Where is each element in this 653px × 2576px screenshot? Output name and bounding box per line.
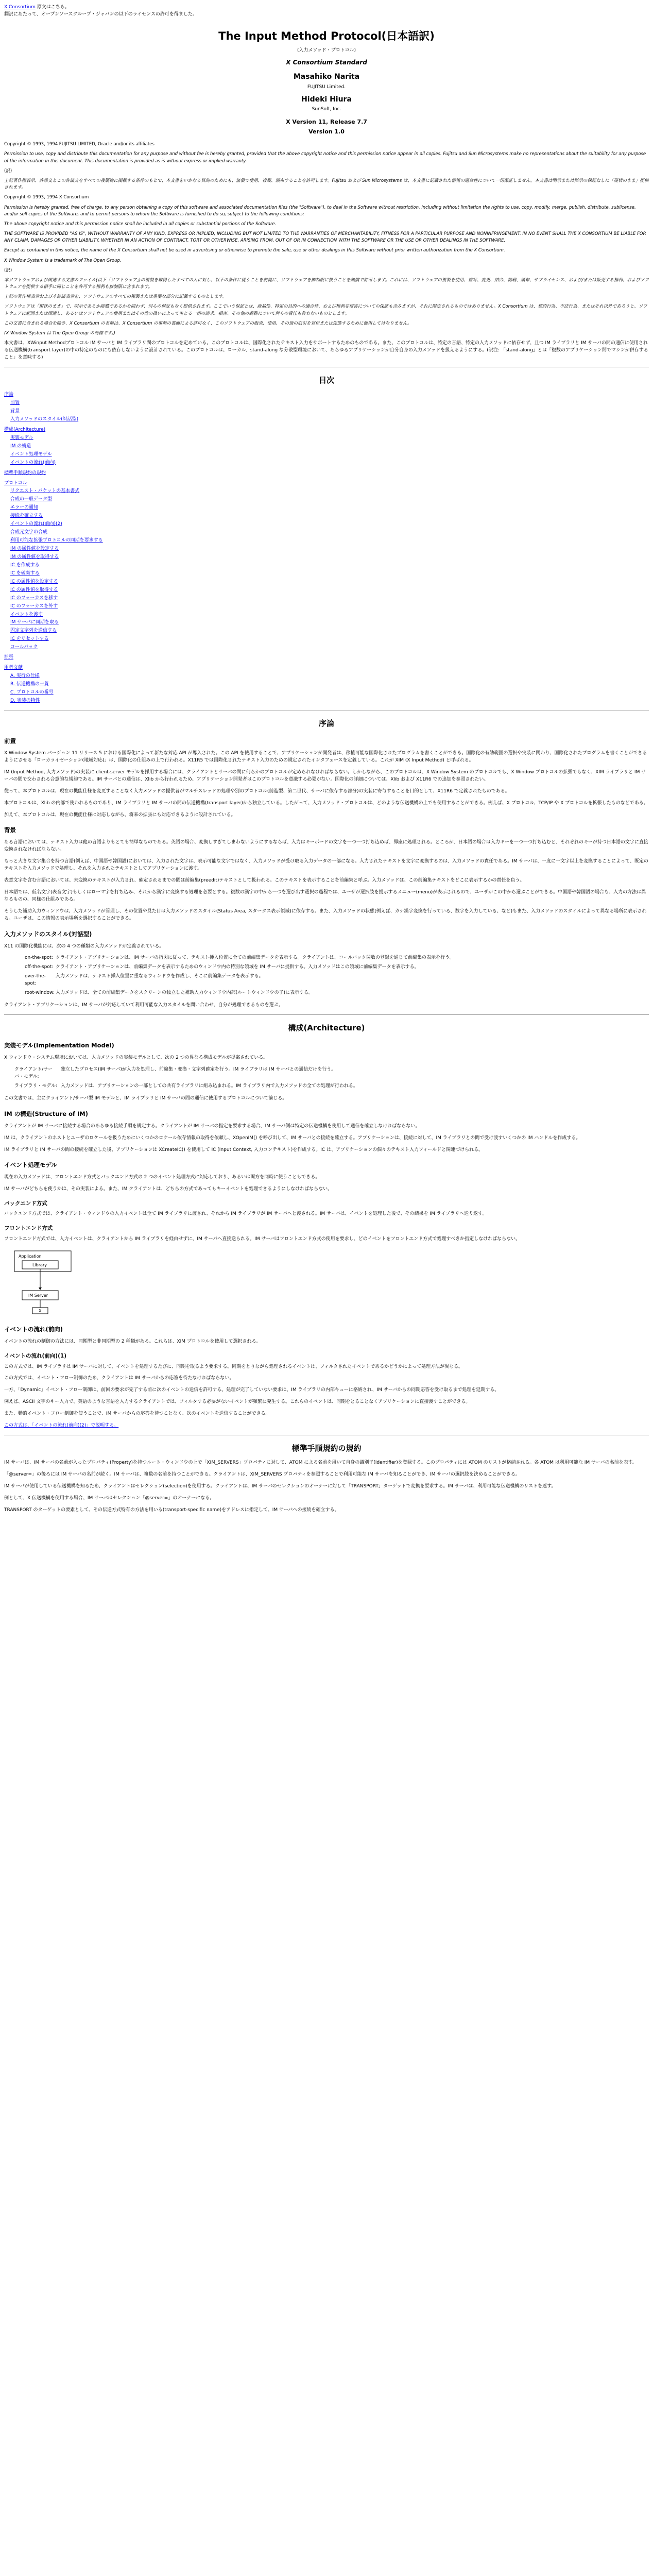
author-org-1: FUJITSU Limited. bbox=[307, 84, 346, 90]
toc-item[interactable]: 序論 bbox=[4, 392, 14, 398]
toc-item[interactable]: 用者文献 bbox=[4, 665, 23, 671]
toc-subitem[interactable]: 実装モデル bbox=[10, 435, 33, 440]
model-term: ライブラリ・モデル: bbox=[14, 1083, 58, 1089]
toc-subitem[interactable]: 固定文字列を送信する bbox=[10, 628, 57, 634]
x-version: X Version 11, Release 7.7 bbox=[286, 118, 367, 126]
permission-x-ja-4: この文書に含まれる場合を除き、X Consortium の名前は、X Consortium の事前の書面による許可なく、このソフトウェアの販売、使用、その他の取引を宣伝または促進するために使用してはなりません。 bbox=[4, 320, 412, 326]
toc-subitem[interactable]: IC のフォーカスを外す bbox=[10, 603, 58, 609]
style-term: on-the-spot: bbox=[25, 955, 53, 961]
page-bottom-spacer bbox=[4, 1519, 649, 1539]
im-structure-heading: IM の構造(Structure of IM) bbox=[4, 1110, 88, 1117]
toc-subitem[interactable]: IC の属性値を取得する bbox=[10, 587, 58, 592]
toc-subitem[interactable]: C. プロトコルの番号 bbox=[10, 689, 54, 695]
permission-x-3: THE SOFTWARE IS PROVIDED "AS IS", WITHOUT WARRANTY OF ANY KIND, EXPRESS OR IMPLIED, INCLUDING BUT NOT LIMITED TO THE WARRANTIES OF MERCHANTABILITY, FITNESS FOR A PARTICULAR PURPOSE AND NONINFRINGEMENT. IN NO EVENT SHALL THE X CONSORTIUM BE LIABLE FOR ANY CLAIM, DAMAGES OR OTHER LIABILITY, WHETHER IN AN ACTION OF CONTRACT, TORT OR OTHERWISE, ARISING FROM, OUT OF OR IN CONNECTION WITH THE SOFTWARE OR THE USE OR OTHER DEALINGS IN THE SOFTWARE. bbox=[4, 231, 646, 244]
conventions-paragraph: TRANSPORT のターゲットの要素として、その伝送方式特有の方法を用いる(transport-specific name)をアドレスに指定して、IM サーバへの接続を確立する。 bbox=[4, 1507, 339, 1513]
im-server-label: IM Server bbox=[28, 1293, 48, 1298]
model-desc: 入力メソッドは、アプリケーションの一部としての共有ライブラリに組み込まれる。IM ライブラリ内で入力メソッドの全ての処理が行われる。 bbox=[61, 1083, 358, 1089]
translation-label-1: (訳) bbox=[4, 168, 12, 174]
toc-subitem[interactable]: IC の属性値を設定する bbox=[10, 579, 58, 584]
background-paragraph: そうした補助入力ウィンドウは、入力メソッドが管理し、その位置や見た目は入力メソッドのスタイル(Status Area, スタータス表示領域)に依存する。また、入力メソッドの状態(例えば、カナ漢字変換を行っている、数字を入力している、など)もまた、入力メソッドのスタイルによって異なる場所に表示される。ユーザは、この情報の表示場所を選択することができる。 bbox=[4, 908, 647, 921]
event-flow-sub-heading: イベントの流れ(前向)(1) bbox=[4, 1353, 67, 1360]
event-flow-paragraph: 一方、「Dynamic」イベント・フロー制御は、前回の要求が完了する前に次のイベントの送信を許可する。処理が完了していない要求は、IM ライブラリの内部キューに格納され、IM サーバからの同期応答を受け取るまで処理を延期する。 bbox=[4, 1387, 500, 1393]
toc-subitem[interactable]: 合成の一般データ型 bbox=[10, 497, 53, 502]
toc-subitem[interactable]: 合成元文字の合成 bbox=[10, 530, 48, 535]
event-flow-paragraph: また、動的イベント・フロー制御を使うことで、IM サーバからの応答を待つことなく、次のイベントを送信することができる。 bbox=[4, 1411, 270, 1417]
author-name-1: Masahiko Narita bbox=[293, 72, 360, 81]
toc-item[interactable]: プロトコル bbox=[4, 480, 27, 486]
permission-x-4: Except as contained in this notice, the name of the X Consortium shall not be used in advertising or otherwise to promote the sale, use or other dealings in this Software without prior written authorization from the X Consortium. bbox=[4, 248, 505, 253]
toc-subitem[interactable]: イベントの流れ(前向)(2) bbox=[10, 521, 62, 527]
permission-x-ja-1: 本ソフトウェアおよび関連する文書のファイル(以下「ソフトウェア」)の複製を取得したすべての人に対し、以下の条件に従うことを前提に、ソフトウェアを無制限に扱うことを無償で許可します。これには、ソフトウェアの複製を使用、複写、変更、結合、掲載、頒布、サブライセンス、および/または販売する権利、およびソフトウェアを提供する相手に同じことを許可する権利も無制限に含まれます。 bbox=[4, 277, 649, 290]
toc-heading: 目次 bbox=[318, 375, 334, 385]
toc-subitem[interactable]: IC をリセットする bbox=[10, 636, 49, 642]
permission-x-1: Permission is hereby granted, free of charge, to any person obtaining a copy of this software and associated documentation files (the "Software"), to deal in the Software without restriction, including without limitation the rights to use, copy, modify, merge, publish, distribute, sublicense, and/or sell copies of the Software, and to permit persons to whom the Software is furnished to do so, subject to the following conditions: bbox=[4, 205, 636, 217]
impl-model-paragraph: X ウィンドウ・システム環境においては、入力メソッドの実装モデルとして、次の 2 つの異なる構成モデルが提案されている。 bbox=[4, 1055, 268, 1061]
background-paragraph: 日本語では、仮名文字(表音文字)もしくはローマ字を打ち込み、それから漢字に変換する処理を必要とする。複数の漢字の中から一つを選び出す選択の過程では、ユーザが選択肢を提示するメニュー(menu)が表示されるので、ユーザがこの中から選ぶことができる。中国語や韓国語の場合も、入力の方法は異なるものの、同様の仕組みである。 bbox=[4, 889, 646, 902]
architecture-heading: 構成(Architecture) bbox=[288, 1023, 365, 1033]
copyright-block bbox=[4, 141, 649, 337]
input-style-list bbox=[25, 955, 649, 997]
event-model-paragraph: 現在の入力メソッドは、フロントエンド方式とバックエンド方式の 2 つのイベント処理方式に対応しており、あるいは両方を同時に使うこともできる。 bbox=[4, 1175, 320, 1180]
library-label: Library bbox=[32, 1262, 47, 1267]
toc-subitem[interactable]: IM の属性値を設定する bbox=[10, 546, 59, 552]
toc-item[interactable]: 標準手順規約の規約 bbox=[4, 470, 46, 476]
copyright-xconsortium: Copyright © 1993, 1994 X Consortium bbox=[4, 195, 89, 200]
background-paragraph: ある言語においては、テキスト入力は他の言語よりもとても簡単なものである。英語の場合、変換しすぎてしまわないようにするならば、入力はキーボードの文字を一つ一つ打ち込めば、即座に処理される。ところが、日本語の場合は入力キーを一つ一つ打ち込むと、それぞれのキーが持つ日本語の文字に直接変換されなければならない。 bbox=[4, 840, 648, 853]
toc-subitem[interactable]: 背景 bbox=[10, 409, 20, 414]
backend-paragraph: バックエンド方式では、クライアント・ウィンドウの入力イベントは全て IM ライブラリに渡され、それから IM ライブラリが IM サーバへと渡される。IM サーバは、イベントを処理した後で、その結果を IM ライブラリへ送り返す。 bbox=[4, 1211, 487, 1217]
toc-subitem[interactable]: IM の属性値を取得する bbox=[10, 554, 59, 560]
impl-model-heading: 実装モデル(Implementation Model) bbox=[4, 1042, 114, 1049]
preface-paragraph: 加えて、本プロトコルは、現在の機能仕様に対応しながら、将来の拡張にも対応できるように設計されている。 bbox=[4, 812, 236, 818]
style-desc: クライアント・アプリケーションは、IM サーバの指図に従って、テキスト挿入位置に全ての前編集データを表示する。クライアントは、コールバック関数の登録を通じて前編集の表示を行う。 bbox=[56, 955, 454, 961]
toc-subitem[interactable]: イベントを渡す bbox=[10, 612, 43, 617]
input-style-paragraph: X11 の国際化機能には、次の 4 つの種類の入力メソッドが定義されている。 bbox=[4, 943, 164, 949]
toc-subitem[interactable]: IM サーバに同期を取る bbox=[10, 620, 59, 625]
permission-x-2: The above copyright notice and this permission notice shall be included in all copies or substantial portions of the Software. bbox=[4, 221, 277, 227]
style-desc: 入力メソッドは、全ての前編集データをスクリーンの独立した補助入力ウィンドウ内部(ルートウィンドウの子)に表示する。 bbox=[56, 990, 314, 996]
event-flow-heading: イベントの流れ(前向) bbox=[4, 1326, 63, 1333]
preface-paragraph: X Window System バージョン 11 リリース 5 における国際化によって新たな対応 API が導入された。この API を使用することで、アプリケーションが開発者は、移植可能な国際化されたプログラムを書くことができる。国際化の有効範囲の選択や実装に関わり、国際化されたプログラムを書くことができるようにさせる「ローカライゼーション(地域対応)」は、国際化の仕組みの上で行われる。X11R5 では国際化されたテキスト入力のための規定されたインタフェースを定義している。これが XIM (X Input Method) と呼ばれる。 bbox=[4, 750, 647, 763]
permission-fujitsu: Permission to use, copy and distribute this documentation for any purpose and without fee is hereby granted, provided that the above copyright notice and this permission notice appear in all copies. Fujitsu and Sun Microsystems make no representations about the suitability for any purpose of the information in this document. This documentation is provided as is without express or implied warranty. bbox=[4, 151, 646, 164]
style-term: over-the-spot: bbox=[25, 974, 46, 987]
abstract: 本文書は、XWinput Methodプロトコル IM サーバと IM ライブラリ間のプロトコルを定めている。このプロトコルは、国際化されたテキスト入力をサポートするためのものである。また、このプロトコルは、特定の言語、特定の入力メソッドに依存せず、且つ IM ライブラリと IM サーバの間の通信に使用される伝送機構(transport layer)の中の特定のものにも依存しないように設計されている。このプロトコルは、ローカル、stand-along な分散型環境において、あらゆるアプリケーションが自分自身の入力メソッドを扱えるようにする。(訳注: 「stand-along」とは「複数のアプリケーション間でマシンが併存すること」を意味する) bbox=[4, 341, 648, 360]
toc-subitem[interactable]: D. 実装の特性 bbox=[10, 698, 40, 703]
frontend-heading: フロントエンド方式 bbox=[4, 1225, 53, 1232]
toc-subitem[interactable]: イベント処理モデル bbox=[10, 451, 52, 457]
divider bbox=[4, 1014, 649, 1015]
toc-subitem[interactable]: IC を破棄する bbox=[10, 570, 40, 576]
toc-subitem[interactable]: 利用可能な拡張プロトコルの同期を要求する bbox=[10, 538, 103, 544]
top-notice bbox=[4, 4, 649, 19]
toc-subitem[interactable]: IC を作成する bbox=[10, 562, 40, 568]
original-source-link[interactable]: X Consortium bbox=[4, 5, 36, 10]
im-structure-paragraph: クライアントが IM サーバに接続する場合のあらゆる接続手順を規定する。クライアントが IM サーバの指定を要求する場合、IM サーバ側は特定の伝送機構を使用して通信を確立しなければならない。 bbox=[4, 1123, 420, 1129]
style-term: off-the-spot: bbox=[25, 964, 54, 970]
input-style-tail: クライアント・アプリケーションは、IM サーバが対応していて利用可能な入力スタイルを問い合わせ、自分が処理できるものを選ぶ。 bbox=[4, 1003, 283, 1008]
toc-subitem[interactable]: リクエスト・パケットの基本書式 bbox=[10, 488, 80, 494]
toc-item[interactable]: 拡張 bbox=[4, 655, 14, 660]
style-term: root-window: bbox=[25, 990, 55, 996]
toc-subitem[interactable]: 接続を確立する bbox=[10, 513, 43, 519]
input-style-heading: 入力メソッドのスタイル(対話型) bbox=[4, 930, 92, 938]
toc-subitem[interactable]: コールバック bbox=[10, 645, 38, 650]
conventions-paragraph: 例として、X 伝送機構を使用する場合、IM サーバはセレクション「@server=」のオーナーになる。 bbox=[4, 1496, 215, 1501]
permission-fujitsu-ja: 上記著作権表示、許諾文とこの許諾文をすべての複製物に掲載する条件のもとで、本文書をいかなる目的のためにも、無償で使用、複製、頒布することを許可します。Fujitsu および Sun Microsystems は、本文書に記載された情報の適合性について一切保証しません。本文書は明示または黙示の保証なしに「現状のまま」提供されます。 bbox=[4, 178, 649, 191]
model-term: クライアント/サーバ・モデル: bbox=[14, 1067, 53, 1080]
frontend-diagram bbox=[9, 1248, 649, 1318]
event-flow-paragraph: この方式では、IM ライブラリは IM サーバに対して、イベントを処理するたびに、同期を取るよう要求する。同期をとりながら処理されるイベントは、フィルタされたイベントであるかどうかによって処理方法が異なる。 bbox=[4, 1364, 463, 1369]
preface-paragraph: IM (Input Method, 入力メソッド)の実装に client-server モデルを採用する場合には、クライアントとサーバの間に何らかのプロトコルが定められなければならない。しかしながら、このプロトコルは、X Window System のプロトコルでも、X Window プロトコルの拡張でもなく、XIM ライブラリと IM サーバの間で交わされる合意的な規約である。IM サーバとの通信は、Xlib から行われるため、アプリケーション開発者はこのプロトコルを意識する必要がない。国際化の詳細については、Xlib および X11R6 での追加を参照されたい。 bbox=[4, 769, 646, 782]
frontend-diagram-svg bbox=[9, 1248, 87, 1315]
notice-line-1: 原文はこちら。 bbox=[37, 5, 70, 10]
toc-subitem[interactable]: エラーの通知 bbox=[10, 505, 39, 511]
toc-subitem[interactable]: B. 伝送機構の一覧 bbox=[10, 682, 49, 687]
toc-subitem[interactable]: IC のフォーカスを移す bbox=[10, 595, 58, 601]
conventions-heading: 標準手順規約の規約 bbox=[291, 1444, 362, 1453]
frontend-paragraph: フロントエンド方式では、入力イベントは、クライアントから IM ライブラリを経由せずに、IM サーバへ直接送られる。IM サーバはフロントエンド方式の使用を要求し、どのイベントをフロントエンド方式で処理すべきか指定しなければならない。 bbox=[4, 1236, 521, 1242]
document-subtitle: (入力メソッド・プロトコル) bbox=[297, 48, 356, 54]
style-desc: 入力メソッドは、テキスト挿入位置に重なるウィンドウを作成し、そこに前編集データを表示する。 bbox=[56, 974, 264, 979]
conventions-paragraph: IM サーバが使用している伝送機構を知るため、クライアントはセレクション(selection)を使用する。クライアントは、IM サーバのセレクションのオーナーに対して「TRANSPORT」ターゲットで変換を要求する。IM サーバは、利用可能な伝送機構のリストを返す。 bbox=[4, 1484, 556, 1489]
permission-x-ja-2: 上記の著作権表示および本許諾表示を、ソフトウェアのすべての複製または重要な部分に記載するものとします。 bbox=[4, 294, 227, 300]
translation-label-2: (訳) bbox=[4, 267, 12, 273]
impl-model-paragraph: この文書では、主にクライアント/サーバ型 IM モデルと、IM ライブラリと IM サーバの間の通信に使用するプロトコルについて論じる。 bbox=[4, 1095, 287, 1101]
notice-line-2: 翻訳にあたって、オープンソースグループ・ジャパンの以下のライセンスの許可を得ました。 bbox=[4, 11, 197, 17]
trademark-notice: X Window System is a trademark of The Open Group. bbox=[4, 258, 122, 263]
preface-heading: 前置 bbox=[4, 737, 16, 745]
toc-subitem[interactable]: A. 実行の仕様 bbox=[10, 673, 40, 679]
im-structure-paragraph: IM は、クライアントのホストとユーザのロケールを扱うためにいくつかのロケール依存情報の取得を依頼し、XOpenIM() を呼び出して、IM サーバとの接続を確立する。アプリケーションは、接続に対して、IM ライブラリとの間で受け渡すいくつかの IM ハンドルを作成する。 bbox=[4, 1135, 581, 1141]
event-flow-paragraph: この方式では、イベント・フロー制御のため、クライアントは IM サーバからの応答を待たなければならない。 bbox=[4, 1376, 234, 1381]
conventions-paragraph: IM サーバは、IM サーバの名前が入ったプロパティ(Property)を持つルート・ウィンドウの上で「XIM_SERVERS」プロパティに対して、ATOM による名前を用いて自身の識別子(identifier)を登録する。このプロパティには ATOM のリストが格納される。各 ATOM は利用可能な IM サーバの名前を表す。 bbox=[4, 1460, 637, 1466]
trademark-notice-ja: (X Window System は The Open Group の商標です。) bbox=[4, 330, 115, 336]
protocol-version: Version 1.0 bbox=[308, 128, 345, 135]
preface-paragraph: 本プロトコルは、Xlib の内部で使われるものであり、IM ライブラリと IM サーバの間の伝送機構(transport layer)から独立している。したがって、入力メソッド・プロトコルは、どのような伝送機構の上でも使用することができる。例えば、X プロトコル、TCP/IP や X プロトコルを拡張したものなどである。 bbox=[4, 800, 648, 806]
toc-subitem[interactable]: イベントの流れ(前向) bbox=[10, 460, 56, 465]
event-flow-paragraph: イベントの流れの制御の方法には、同期型と非同期型の 2 種類がある。これらは、XIM プロトコルを使用して選択される。 bbox=[4, 1339, 261, 1345]
standard-label: X Consortium Standard bbox=[286, 59, 367, 66]
event-flow-xref-link[interactable]: この方式は、「イベントの流れ(前向)(2)」で説明する。 bbox=[4, 1423, 119, 1429]
model-desc: 独立したプロセス(IM サーバ)が入力を処理し、前編集・変換・文字列確定を行う。IM ライブラリは IM サーバとの通信だけを行う。 bbox=[61, 1067, 336, 1073]
toc-subitem[interactable]: IM の構造 bbox=[10, 443, 31, 449]
event-flow-paragraph: 例えば、ASCII 文字のキー入力で、英語のような言語を入力するクライアントでは、フィルタする必要がないイベントが頻繁に発生する。これらのイベントは、同期をとることなくアプリケーションに直接渡すことができる。 bbox=[4, 1399, 471, 1405]
table-of-contents bbox=[4, 392, 649, 705]
intro-heading: 序論 bbox=[318, 718, 334, 728]
im-structure-paragraph: IM ライブラリと IM サーバの間の接続を確立した後、アプリケーションは XCreateIC() を使用して IC (Input Context, 入力コンテキスト)を作成する。IC は、アプリケーションの個々のテキスト入力フィールドと関連づけられる。 bbox=[4, 1147, 484, 1153]
toc-subitem[interactable]: 入力メソッドのスタイル(対話型) bbox=[10, 416, 79, 422]
background-paragraph: もっと大きな文字集合を持つ言語(例えば、中国語や韓国語)においては、入力された文字は、表示可能な文字ではなく、入力メソッドが受け取る入力データの一部になる。入力されたテキストを文字に変換するのは、入力メソッドの責任である。IM サーバは、一度に一文字以上を変換することによって、既定のテキストを入力メソッドで処理し、それを入力されたテキストとしてアプリケーションに渡す。 bbox=[4, 859, 648, 872]
toc-subitem[interactable]: 前置 bbox=[10, 400, 20, 406]
background-paragraph: 表意文字を含む言語においては、未変換のテキストが入力され、確定されるまでの間は前編集(preedit)テキストとして扱われる。このテキストを表示することを前編集と呼ぶ。入力メソッドは、この前編集テキストをどこに表示するかの責任を負う。 bbox=[4, 878, 525, 884]
x-label: X bbox=[39, 1308, 42, 1313]
author-name-2: Hideki Hiura bbox=[301, 95, 352, 104]
author-org-2: SunSoft, Inc. bbox=[312, 107, 341, 112]
permission-x-ja-3: ソフトウェアは「現状のまま」で、明示であるか暗黙であるかを問わず、何らの保証もなく提供されます。ここでいう保証とは、商品性、特定の目的への適合性、および権利非侵害についての保証も含みますが、それに限定されるものではありません。X Consortium は、契約行為、不法行為、またはそれ以外であろうと、ソフトウェアに起因または関連し、あるいはソフトウェアの使用またはその他の扱いによって生じる一切の請求、損害、その他の義務について何らの責任も負わないものとします。 bbox=[4, 304, 647, 316]
preface-paragraph: 従って、本プロトコルは、現在の機能仕様を変更することなく入力メソッドの提供者がマルチスレッドの処理や別のプロトコル(前進型、第二世代、サーバに依存する部分)の実装に寄与することを目的として、X11R6 で定義されたものである。 bbox=[4, 788, 510, 794]
lib-server-arrow bbox=[39, 1287, 42, 1290]
toc-item[interactable]: 構成(Architecture) bbox=[4, 427, 46, 432]
background-heading: 背景 bbox=[4, 826, 16, 834]
event-model-paragraph: IM サーバがどちらを使うかは、その実装による。また、IM クライアントは、どちらの方式であってもキーイベントを処理できるようにしなければならない。 bbox=[4, 1187, 333, 1192]
application-label: Application bbox=[19, 1253, 42, 1259]
conventions-paragraph: 「@server=」の後ろには IM サーバの名前が続く。IM サーバは、複数の名前を持つことができる。クライアントは、XIM_SERVERS プロパティを参照することで利用可能な IM サーバを知ることができ、IM サーバの選択肢を決めることができる。 bbox=[4, 1472, 520, 1478]
document-title: The Input Method Protocol(日本語訳) bbox=[218, 29, 435, 42]
backend-heading: バックエンド方式 bbox=[4, 1200, 47, 1207]
copyright-fujitsu: Copyright © 1993, 1994 FUJITSU LIMITED, Oracle and/or its affiliates bbox=[4, 142, 154, 147]
impl-model-list bbox=[14, 1066, 649, 1090]
event-model-heading: イベント処理モデル bbox=[4, 1161, 57, 1169]
style-desc: クライアント・アプリケーションは、前編集データを表示するためのウィンドウ内の特別な領域を IM サーバに提供する。入力メソッドはこの領域に前編集データを表示する。 bbox=[56, 964, 419, 970]
